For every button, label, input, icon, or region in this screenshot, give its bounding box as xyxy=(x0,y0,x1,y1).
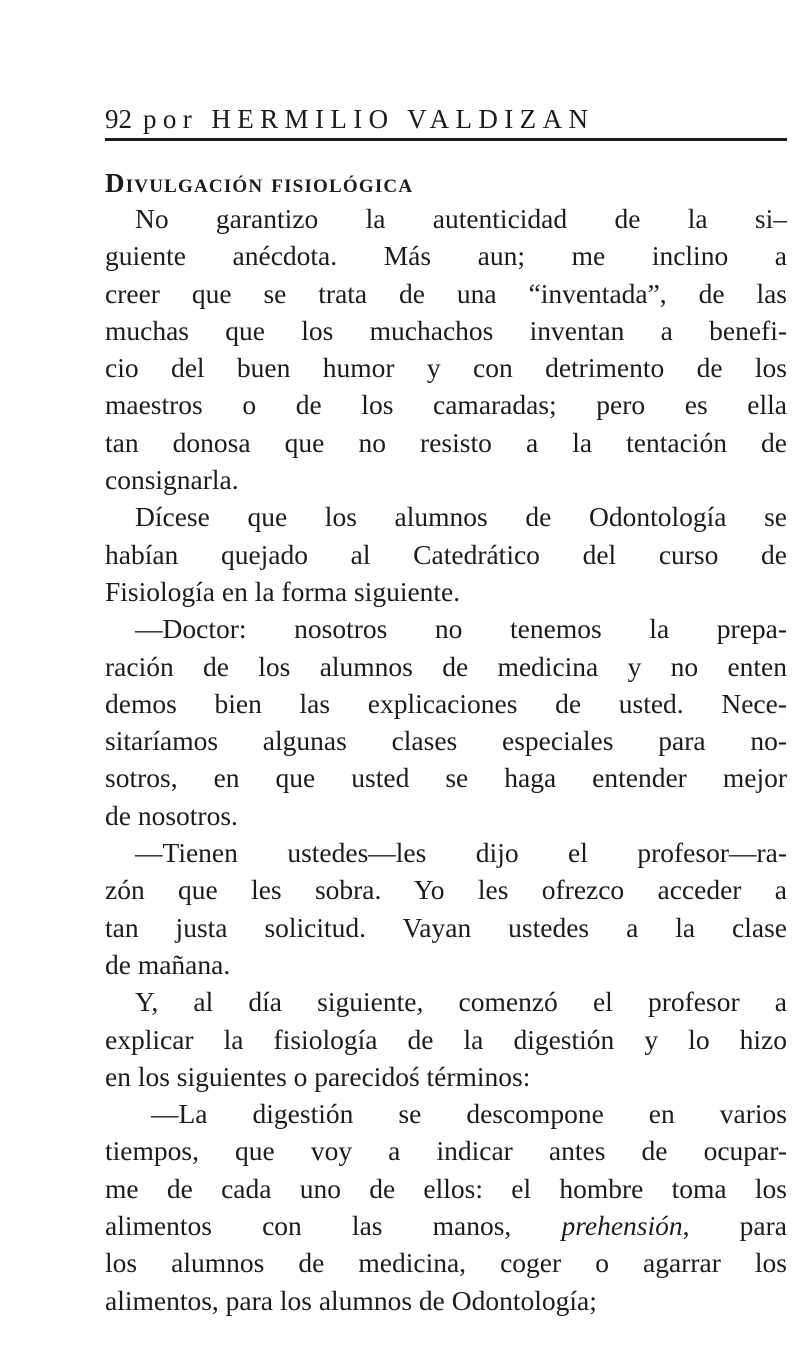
body-text xyxy=(105,166,787,1319)
text-line: guiente anécdota. Más aun; me inclino a xyxy=(105,240,787,272)
page-number: 92 xyxy=(105,104,132,134)
paragraph-2 xyxy=(105,498,787,610)
text-line: —Tienen ustedes—les dijo el profesor—ra- xyxy=(135,837,787,869)
text-line: alimentos, para los alumnos de Odontología; xyxy=(105,1284,597,1316)
section-title: Divulgación fisiológica xyxy=(105,168,414,198)
paragraph-1 xyxy=(105,200,787,498)
text-line: explicar la fisiología de la digestión y lo hizo xyxy=(105,1023,787,1055)
text-line: de mañana. xyxy=(105,948,231,980)
text-line: habían quejado al Catedrático del curso de xyxy=(105,538,787,570)
text-line: —Doctor: nosotros no tenemos la prepa- xyxy=(135,613,787,645)
paragraph-4 xyxy=(105,834,787,983)
paragraph-3 xyxy=(105,610,787,834)
text-line: de nosotros. xyxy=(105,799,238,831)
text-line: tan donosa que no resisto a la tentación de xyxy=(105,426,787,458)
text-line: me de cada uno de ellos: el hombre toma los xyxy=(105,1172,787,1204)
text-line: ración de los alumnos de medicina y no enten xyxy=(105,650,787,682)
text-line xyxy=(105,1207,787,1244)
text-line: muchas que los muchachos inventan a benefi- xyxy=(105,314,787,346)
text-line: Fisiología en la forma siguiente. xyxy=(105,575,461,607)
text-line: cio del buen humor y con detrimento de los xyxy=(105,352,787,384)
text-line: No garantizo la autenticidad de la si– xyxy=(135,203,787,234)
italic-term: prehensión xyxy=(561,1210,683,1242)
text-line: demos bien las explicaciones de usted. Nece- xyxy=(105,687,787,719)
text-line: maestros o de los camaradas; pero es ella xyxy=(105,389,787,421)
text-line: tan justa solicitud. Vayan ustedes a la clase xyxy=(105,911,787,943)
text-segment: , para xyxy=(682,1210,788,1242)
text-line: Dícese que los alumnos de Odontología se xyxy=(135,501,787,533)
text-line: consignarla. xyxy=(105,464,239,496)
text-segment: alimentos con las manos, xyxy=(105,1210,512,1242)
text-line: Y, al día siguiente, comenzó el profesor a xyxy=(135,986,787,1018)
text-line: —La digestión se descompone en varios xyxy=(151,1098,787,1130)
text-line: los alumnos de medicina, coger o agarrar los xyxy=(105,1247,787,1279)
paragraph-5 xyxy=(105,983,787,1095)
paragraph-6 xyxy=(105,1095,787,1319)
text-line: en los siguientes o parecidoś términos: xyxy=(105,1060,531,1092)
text-line: zón que les sobra. Yo les ofrezco acceder a xyxy=(105,874,787,906)
text-line: tiempos, que voy a indicar antes de ocupar- xyxy=(105,1135,787,1167)
text-line: creer que se trata de una “inventada”, de las xyxy=(105,277,787,309)
text-line: sotros, en que usted se haga entender mejor xyxy=(105,762,787,794)
running-head xyxy=(105,100,787,141)
text-line: sitaríamos algunas clases especiales para no- xyxy=(105,725,787,757)
running-head-author: por HERMILIO VALDIZAN xyxy=(143,104,595,134)
